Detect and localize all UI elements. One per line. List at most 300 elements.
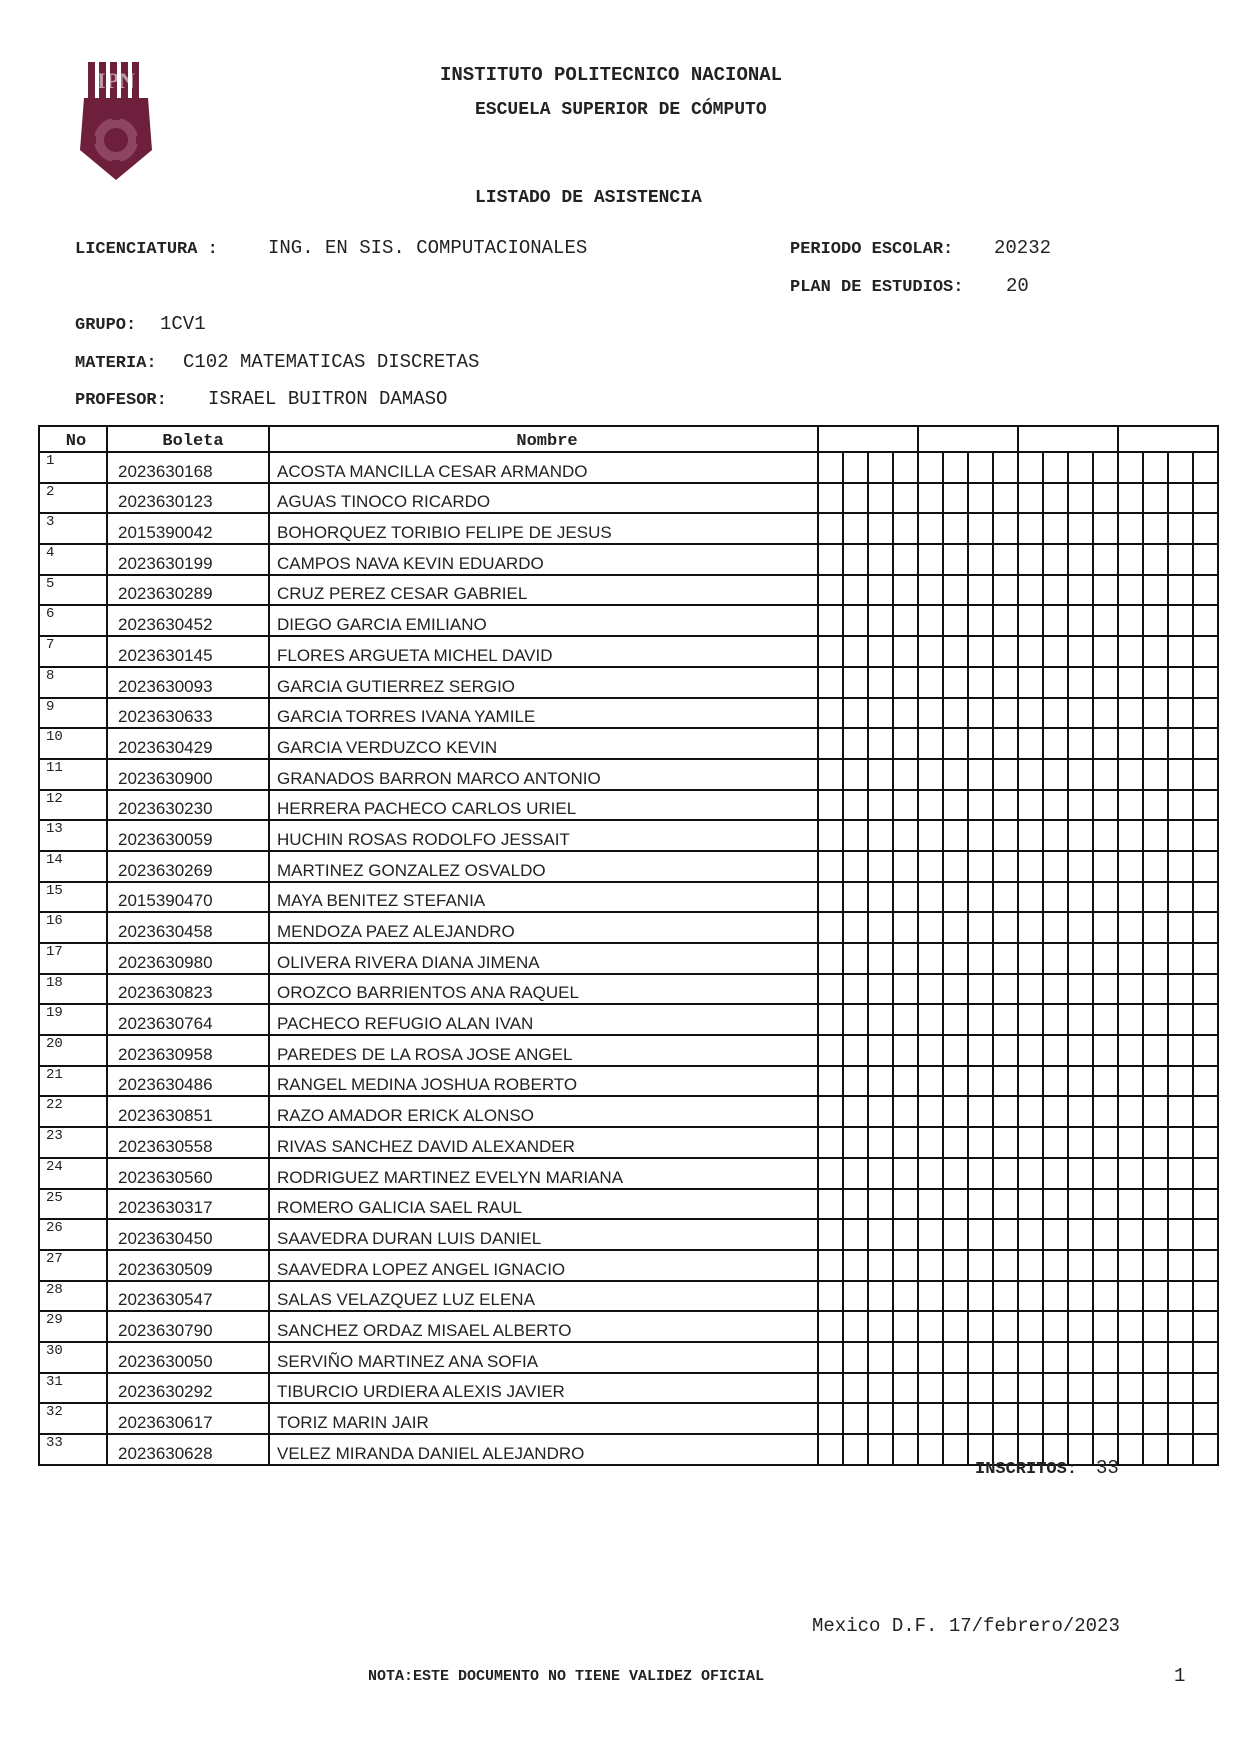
attendance-checkbox-cell[interactable] — [843, 544, 868, 575]
attendance-checkbox-cell[interactable] — [918, 1434, 943, 1465]
attendance-checkbox-cell[interactable] — [993, 1281, 1018, 1312]
attendance-checkbox-cell[interactable] — [1018, 820, 1043, 851]
attendance-checkbox-cell[interactable] — [993, 974, 1018, 1005]
attendance-checkbox-cell[interactable] — [968, 943, 993, 974]
attendance-checkbox-cell[interactable] — [868, 1373, 893, 1404]
attendance-checkbox-cell[interactable] — [918, 820, 943, 851]
attendance-checkbox-cell[interactable] — [1118, 1342, 1143, 1373]
attendance-checkbox-cell[interactable] — [968, 1004, 993, 1035]
attendance-checkbox-cell[interactable] — [968, 1066, 993, 1097]
attendance-checkbox-cell[interactable] — [1193, 1189, 1218, 1220]
attendance-checkbox-cell[interactable] — [1093, 912, 1118, 943]
attendance-checkbox-cell[interactable] — [843, 575, 868, 606]
attendance-checkbox-cell[interactable] — [843, 1004, 868, 1035]
attendance-checkbox-cell[interactable] — [1018, 882, 1043, 913]
attendance-checkbox-cell[interactable] — [1068, 1127, 1093, 1158]
attendance-checkbox-cell[interactable] — [893, 943, 918, 974]
attendance-checkbox-cell[interactable] — [943, 1250, 968, 1281]
attendance-checkbox-cell[interactable] — [943, 851, 968, 882]
attendance-checkbox-cell[interactable] — [1043, 851, 1068, 882]
attendance-checkbox-cell[interactable] — [1043, 790, 1068, 821]
attendance-checkbox-cell[interactable] — [918, 851, 943, 882]
attendance-checkbox-cell[interactable] — [968, 728, 993, 759]
attendance-checkbox-cell[interactable] — [1068, 974, 1093, 1005]
attendance-checkbox-cell[interactable] — [1018, 575, 1043, 606]
attendance-checkbox-cell[interactable] — [1118, 820, 1143, 851]
attendance-checkbox-cell[interactable] — [1043, 1189, 1068, 1220]
attendance-checkbox-cell[interactable] — [893, 1403, 918, 1434]
attendance-checkbox-cell[interactable] — [993, 1219, 1018, 1250]
attendance-checkbox-cell[interactable] — [968, 759, 993, 790]
attendance-checkbox-cell[interactable] — [818, 1066, 843, 1097]
attendance-checkbox-cell[interactable] — [968, 544, 993, 575]
attendance-checkbox-cell[interactable] — [1143, 1373, 1168, 1404]
attendance-checkbox-cell[interactable] — [1168, 1158, 1193, 1189]
attendance-checkbox-cell[interactable] — [993, 851, 1018, 882]
attendance-checkbox-cell[interactable] — [918, 759, 943, 790]
attendance-checkbox-cell[interactable] — [1093, 1189, 1118, 1220]
attendance-checkbox-cell[interactable] — [843, 483, 868, 514]
attendance-checkbox-cell[interactable] — [1043, 759, 1068, 790]
attendance-checkbox-cell[interactable] — [893, 1158, 918, 1189]
attendance-checkbox-cell[interactable] — [1018, 636, 1043, 667]
attendance-checkbox-cell[interactable] — [943, 943, 968, 974]
attendance-checkbox-cell[interactable] — [1068, 790, 1093, 821]
attendance-checkbox-cell[interactable] — [918, 483, 943, 514]
attendance-checkbox-cell[interactable] — [868, 575, 893, 606]
attendance-checkbox-cell[interactable] — [1018, 1373, 1043, 1404]
attendance-checkbox-cell[interactable] — [1068, 943, 1093, 974]
attendance-checkbox-cell[interactable] — [1068, 667, 1093, 698]
attendance-checkbox-cell[interactable] — [1093, 974, 1118, 1005]
attendance-checkbox-cell[interactable] — [993, 728, 1018, 759]
attendance-checkbox-cell[interactable] — [893, 1250, 918, 1281]
attendance-checkbox-cell[interactable] — [843, 851, 868, 882]
attendance-checkbox-cell[interactable] — [968, 790, 993, 821]
attendance-checkbox-cell[interactable] — [1118, 1373, 1143, 1404]
attendance-checkbox-cell[interactable] — [843, 790, 868, 821]
attendance-checkbox-cell[interactable] — [893, 1373, 918, 1404]
attendance-checkbox-cell[interactable] — [1193, 912, 1218, 943]
attendance-checkbox-cell[interactable] — [968, 1311, 993, 1342]
attendance-checkbox-cell[interactable] — [1118, 698, 1143, 729]
attendance-checkbox-cell[interactable] — [868, 1066, 893, 1097]
attendance-checkbox-cell[interactable] — [818, 575, 843, 606]
attendance-checkbox-cell[interactable] — [1068, 851, 1093, 882]
attendance-checkbox-cell[interactable] — [968, 1281, 993, 1312]
attendance-checkbox-cell[interactable] — [943, 544, 968, 575]
attendance-checkbox-cell[interactable] — [993, 1035, 1018, 1066]
attendance-checkbox-cell[interactable] — [1018, 1281, 1043, 1312]
attendance-checkbox-cell[interactable] — [1068, 1281, 1093, 1312]
attendance-checkbox-cell[interactable] — [868, 974, 893, 1005]
attendance-checkbox-cell[interactable] — [943, 1189, 968, 1220]
attendance-checkbox-cell[interactable] — [1093, 452, 1118, 483]
attendance-checkbox-cell[interactable] — [1118, 1403, 1143, 1434]
attendance-checkbox-cell[interactable] — [968, 974, 993, 1005]
attendance-checkbox-cell[interactable] — [918, 1373, 943, 1404]
attendance-checkbox-cell[interactable] — [1018, 759, 1043, 790]
attendance-checkbox-cell[interactable] — [1143, 1250, 1168, 1281]
attendance-checkbox-cell[interactable] — [1018, 452, 1043, 483]
attendance-checkbox-cell[interactable] — [1043, 605, 1068, 636]
attendance-checkbox-cell[interactable] — [868, 1158, 893, 1189]
attendance-checkbox-cell[interactable] — [918, 667, 943, 698]
attendance-checkbox-cell[interactable] — [1168, 790, 1193, 821]
attendance-checkbox-cell[interactable] — [943, 1158, 968, 1189]
attendance-checkbox-cell[interactable] — [1018, 1158, 1043, 1189]
attendance-checkbox-cell[interactable] — [1193, 1434, 1218, 1465]
attendance-checkbox-cell[interactable] — [1043, 1250, 1068, 1281]
attendance-checkbox-cell[interactable] — [1143, 1434, 1168, 1465]
attendance-checkbox-cell[interactable] — [893, 851, 918, 882]
attendance-checkbox-cell[interactable] — [918, 1342, 943, 1373]
attendance-checkbox-cell[interactable] — [1168, 1373, 1193, 1404]
attendance-checkbox-cell[interactable] — [818, 605, 843, 636]
attendance-checkbox-cell[interactable] — [1143, 636, 1168, 667]
attendance-checkbox-cell[interactable] — [943, 1403, 968, 1434]
attendance-checkbox-cell[interactable] — [1043, 636, 1068, 667]
attendance-checkbox-cell[interactable] — [843, 1403, 868, 1434]
attendance-checkbox-cell[interactable] — [918, 575, 943, 606]
attendance-checkbox-cell[interactable] — [818, 728, 843, 759]
attendance-checkbox-cell[interactable] — [993, 1311, 1018, 1342]
attendance-checkbox-cell[interactable] — [843, 1096, 868, 1127]
attendance-checkbox-cell[interactable] — [1193, 452, 1218, 483]
attendance-checkbox-cell[interactable] — [818, 1189, 843, 1220]
attendance-checkbox-cell[interactable] — [893, 544, 918, 575]
attendance-checkbox-cell[interactable] — [893, 820, 918, 851]
attendance-checkbox-cell[interactable] — [1143, 851, 1168, 882]
attendance-checkbox-cell[interactable] — [1068, 759, 1093, 790]
attendance-checkbox-cell[interactable] — [1168, 759, 1193, 790]
attendance-checkbox-cell[interactable] — [1043, 1096, 1068, 1127]
attendance-checkbox-cell[interactable] — [1093, 1096, 1118, 1127]
attendance-checkbox-cell[interactable] — [943, 1127, 968, 1158]
attendance-checkbox-cell[interactable] — [1043, 728, 1068, 759]
attendance-checkbox-cell[interactable] — [1143, 544, 1168, 575]
attendance-checkbox-cell[interactable] — [818, 1219, 843, 1250]
attendance-checkbox-cell[interactable] — [843, 974, 868, 1005]
attendance-checkbox-cell[interactable] — [918, 605, 943, 636]
attendance-checkbox-cell[interactable] — [1118, 882, 1143, 913]
attendance-checkbox-cell[interactable] — [1168, 667, 1193, 698]
attendance-checkbox-cell[interactable] — [1068, 483, 1093, 514]
attendance-checkbox-cell[interactable] — [1018, 1066, 1043, 1097]
attendance-checkbox-cell[interactable] — [1168, 728, 1193, 759]
attendance-checkbox-cell[interactable] — [893, 1004, 918, 1035]
attendance-checkbox-cell[interactable] — [918, 1250, 943, 1281]
attendance-checkbox-cell[interactable] — [893, 575, 918, 606]
attendance-checkbox-cell[interactable] — [1093, 882, 1118, 913]
attendance-checkbox-cell[interactable] — [1193, 698, 1218, 729]
attendance-checkbox-cell[interactable] — [818, 1004, 843, 1035]
attendance-checkbox-cell[interactable] — [1168, 1311, 1193, 1342]
attendance-checkbox-cell[interactable] — [1143, 605, 1168, 636]
attendance-checkbox-cell[interactable] — [1043, 483, 1068, 514]
attendance-checkbox-cell[interactable] — [968, 1373, 993, 1404]
attendance-checkbox-cell[interactable] — [1043, 1004, 1068, 1035]
attendance-checkbox-cell[interactable] — [1068, 1373, 1093, 1404]
attendance-checkbox-cell[interactable] — [968, 912, 993, 943]
attendance-checkbox-cell[interactable] — [968, 1250, 993, 1281]
attendance-checkbox-cell[interactable] — [1018, 1219, 1043, 1250]
attendance-checkbox-cell[interactable] — [918, 882, 943, 913]
attendance-checkbox-cell[interactable] — [1143, 1403, 1168, 1434]
attendance-checkbox-cell[interactable] — [1193, 882, 1218, 913]
attendance-checkbox-cell[interactable] — [918, 1004, 943, 1035]
attendance-checkbox-cell[interactable] — [1118, 1066, 1143, 1097]
attendance-checkbox-cell[interactable] — [1018, 1127, 1043, 1158]
attendance-checkbox-cell[interactable] — [1068, 1250, 1093, 1281]
attendance-checkbox-cell[interactable] — [1093, 544, 1118, 575]
attendance-checkbox-cell[interactable] — [868, 1250, 893, 1281]
attendance-checkbox-cell[interactable] — [843, 820, 868, 851]
attendance-checkbox-cell[interactable] — [968, 882, 993, 913]
attendance-checkbox-cell[interactable] — [968, 605, 993, 636]
attendance-checkbox-cell[interactable] — [1168, 1096, 1193, 1127]
attendance-checkbox-cell[interactable] — [1043, 1311, 1068, 1342]
attendance-checkbox-cell[interactable] — [1018, 544, 1043, 575]
attendance-checkbox-cell[interactable] — [1043, 1219, 1068, 1250]
attendance-checkbox-cell[interactable] — [1143, 759, 1168, 790]
attendance-checkbox-cell[interactable] — [1118, 974, 1143, 1005]
attendance-checkbox-cell[interactable] — [893, 728, 918, 759]
attendance-checkbox-cell[interactable] — [1068, 1035, 1093, 1066]
attendance-checkbox-cell[interactable] — [993, 1189, 1018, 1220]
attendance-checkbox-cell[interactable] — [1193, 513, 1218, 544]
attendance-checkbox-cell[interactable] — [943, 728, 968, 759]
attendance-checkbox-cell[interactable] — [1143, 1158, 1168, 1189]
attendance-checkbox-cell[interactable] — [1043, 943, 1068, 974]
attendance-checkbox-cell[interactable] — [1068, 575, 1093, 606]
attendance-checkbox-cell[interactable] — [893, 483, 918, 514]
attendance-checkbox-cell[interactable] — [918, 636, 943, 667]
attendance-checkbox-cell[interactable] — [843, 513, 868, 544]
attendance-checkbox-cell[interactable] — [1043, 1342, 1068, 1373]
attendance-checkbox-cell[interactable] — [1118, 1004, 1143, 1035]
attendance-checkbox-cell[interactable] — [1168, 1004, 1193, 1035]
attendance-checkbox-cell[interactable] — [993, 513, 1018, 544]
attendance-checkbox-cell[interactable] — [1193, 943, 1218, 974]
attendance-checkbox-cell[interactable] — [818, 912, 843, 943]
attendance-checkbox-cell[interactable] — [1093, 1035, 1118, 1066]
attendance-checkbox-cell[interactable] — [843, 1066, 868, 1097]
attendance-checkbox-cell[interactable] — [818, 820, 843, 851]
attendance-checkbox-cell[interactable] — [843, 605, 868, 636]
attendance-checkbox-cell[interactable] — [918, 1281, 943, 1312]
attendance-checkbox-cell[interactable] — [868, 1189, 893, 1220]
attendance-checkbox-cell[interactable] — [1168, 1250, 1193, 1281]
attendance-checkbox-cell[interactable] — [1193, 1373, 1218, 1404]
attendance-checkbox-cell[interactable] — [1193, 1066, 1218, 1097]
attendance-checkbox-cell[interactable] — [818, 1096, 843, 1127]
attendance-checkbox-cell[interactable] — [993, 1342, 1018, 1373]
attendance-checkbox-cell[interactable] — [1168, 483, 1193, 514]
attendance-checkbox-cell[interactable] — [1043, 912, 1068, 943]
attendance-checkbox-cell[interactable] — [1168, 575, 1193, 606]
attendance-checkbox-cell[interactable] — [1193, 1219, 1218, 1250]
attendance-checkbox-cell[interactable] — [968, 636, 993, 667]
attendance-checkbox-cell[interactable] — [1168, 544, 1193, 575]
attendance-checkbox-cell[interactable] — [843, 1311, 868, 1342]
attendance-checkbox-cell[interactable] — [1168, 1035, 1193, 1066]
attendance-checkbox-cell[interactable] — [1018, 1403, 1043, 1434]
attendance-checkbox-cell[interactable] — [893, 698, 918, 729]
attendance-checkbox-cell[interactable] — [818, 1373, 843, 1404]
attendance-checkbox-cell[interactable] — [1043, 513, 1068, 544]
attendance-checkbox-cell[interactable] — [1068, 1189, 1093, 1220]
attendance-checkbox-cell[interactable] — [1193, 851, 1218, 882]
attendance-checkbox-cell[interactable] — [1143, 1311, 1168, 1342]
attendance-checkbox-cell[interactable] — [818, 759, 843, 790]
attendance-checkbox-cell[interactable] — [843, 452, 868, 483]
attendance-checkbox-cell[interactable] — [1043, 974, 1068, 1005]
attendance-checkbox-cell[interactable] — [1118, 452, 1143, 483]
attendance-checkbox-cell[interactable] — [1118, 759, 1143, 790]
attendance-checkbox-cell[interactable] — [893, 974, 918, 1005]
attendance-checkbox-cell[interactable] — [1168, 943, 1193, 974]
attendance-checkbox-cell[interactable] — [1018, 667, 1043, 698]
attendance-checkbox-cell[interactable] — [893, 1434, 918, 1465]
attendance-checkbox-cell[interactable] — [818, 483, 843, 514]
attendance-checkbox-cell[interactable] — [1093, 1281, 1118, 1312]
attendance-checkbox-cell[interactable] — [918, 513, 943, 544]
attendance-checkbox-cell[interactable] — [918, 452, 943, 483]
attendance-checkbox-cell[interactable] — [1168, 1219, 1193, 1250]
attendance-checkbox-cell[interactable] — [1168, 636, 1193, 667]
attendance-checkbox-cell[interactable] — [1143, 1096, 1168, 1127]
attendance-checkbox-cell[interactable] — [1068, 452, 1093, 483]
attendance-checkbox-cell[interactable] — [943, 1035, 968, 1066]
attendance-checkbox-cell[interactable] — [843, 1189, 868, 1220]
attendance-checkbox-cell[interactable] — [1093, 667, 1118, 698]
attendance-checkbox-cell[interactable] — [1043, 575, 1068, 606]
attendance-checkbox-cell[interactable] — [1018, 728, 1043, 759]
attendance-checkbox-cell[interactable] — [868, 851, 893, 882]
attendance-checkbox-cell[interactable] — [1168, 513, 1193, 544]
attendance-checkbox-cell[interactable] — [1018, 1004, 1043, 1035]
attendance-checkbox-cell[interactable] — [1143, 1066, 1168, 1097]
attendance-checkbox-cell[interactable] — [868, 1311, 893, 1342]
attendance-checkbox-cell[interactable] — [1093, 1311, 1118, 1342]
attendance-checkbox-cell[interactable] — [1143, 1189, 1168, 1220]
attendance-checkbox-cell[interactable] — [1193, 974, 1218, 1005]
attendance-checkbox-cell[interactable] — [818, 1342, 843, 1373]
attendance-checkbox-cell[interactable] — [1093, 605, 1118, 636]
attendance-checkbox-cell[interactable] — [968, 1189, 993, 1220]
attendance-checkbox-cell[interactable] — [893, 1066, 918, 1097]
attendance-checkbox-cell[interactable] — [868, 728, 893, 759]
attendance-checkbox-cell[interactable] — [843, 943, 868, 974]
attendance-checkbox-cell[interactable] — [843, 1219, 868, 1250]
attendance-checkbox-cell[interactable] — [1018, 790, 1043, 821]
attendance-checkbox-cell[interactable] — [1143, 820, 1168, 851]
attendance-checkbox-cell[interactable] — [1143, 943, 1168, 974]
attendance-checkbox-cell[interactable] — [943, 882, 968, 913]
attendance-checkbox-cell[interactable] — [1068, 1342, 1093, 1373]
attendance-checkbox-cell[interactable] — [1093, 790, 1118, 821]
attendance-checkbox-cell[interactable] — [968, 820, 993, 851]
attendance-checkbox-cell[interactable] — [1043, 1281, 1068, 1312]
attendance-checkbox-cell[interactable] — [1168, 1403, 1193, 1434]
attendance-checkbox-cell[interactable] — [1118, 1158, 1143, 1189]
attendance-checkbox-cell[interactable] — [818, 1434, 843, 1465]
attendance-checkbox-cell[interactable] — [1193, 820, 1218, 851]
attendance-checkbox-cell[interactable] — [993, 636, 1018, 667]
attendance-checkbox-cell[interactable] — [893, 790, 918, 821]
attendance-checkbox-cell[interactable] — [1018, 483, 1043, 514]
attendance-checkbox-cell[interactable] — [843, 1250, 868, 1281]
attendance-checkbox-cell[interactable] — [1043, 698, 1068, 729]
attendance-checkbox-cell[interactable] — [818, 452, 843, 483]
attendance-checkbox-cell[interactable] — [1093, 483, 1118, 514]
attendance-checkbox-cell[interactable] — [818, 1403, 843, 1434]
attendance-checkbox-cell[interactable] — [968, 1096, 993, 1127]
attendance-checkbox-cell[interactable] — [1193, 483, 1218, 514]
attendance-checkbox-cell[interactable] — [893, 667, 918, 698]
attendance-checkbox-cell[interactable] — [918, 728, 943, 759]
attendance-checkbox-cell[interactable] — [993, 1096, 1018, 1127]
attendance-checkbox-cell[interactable] — [1043, 1066, 1068, 1097]
attendance-checkbox-cell[interactable] — [1018, 513, 1043, 544]
attendance-checkbox-cell[interactable] — [868, 605, 893, 636]
attendance-checkbox-cell[interactable] — [1043, 544, 1068, 575]
attendance-checkbox-cell[interactable] — [1118, 851, 1143, 882]
attendance-checkbox-cell[interactable] — [1068, 1004, 1093, 1035]
attendance-checkbox-cell[interactable] — [893, 1127, 918, 1158]
attendance-checkbox-cell[interactable] — [943, 483, 968, 514]
attendance-checkbox-cell[interactable] — [943, 1311, 968, 1342]
attendance-checkbox-cell[interactable] — [943, 1066, 968, 1097]
attendance-checkbox-cell[interactable] — [1018, 1189, 1043, 1220]
attendance-checkbox-cell[interactable] — [818, 667, 843, 698]
attendance-checkbox-cell[interactable] — [968, 1035, 993, 1066]
attendance-checkbox-cell[interactable] — [893, 912, 918, 943]
attendance-checkbox-cell[interactable] — [943, 667, 968, 698]
attendance-checkbox-cell[interactable] — [818, 1158, 843, 1189]
attendance-checkbox-cell[interactable] — [968, 698, 993, 729]
attendance-checkbox-cell[interactable] — [1093, 698, 1118, 729]
attendance-checkbox-cell[interactable] — [1068, 912, 1093, 943]
attendance-checkbox-cell[interactable] — [918, 1035, 943, 1066]
attendance-checkbox-cell[interactable] — [968, 513, 993, 544]
attendance-checkbox-cell[interactable] — [993, 759, 1018, 790]
attendance-checkbox-cell[interactable] — [1068, 820, 1093, 851]
attendance-checkbox-cell[interactable] — [993, 452, 1018, 483]
attendance-checkbox-cell[interactable] — [1143, 1127, 1168, 1158]
attendance-checkbox-cell[interactable] — [1118, 1250, 1143, 1281]
attendance-checkbox-cell[interactable] — [993, 544, 1018, 575]
attendance-checkbox-cell[interactable] — [1118, 513, 1143, 544]
attendance-checkbox-cell[interactable] — [993, 1066, 1018, 1097]
attendance-checkbox-cell[interactable] — [943, 1434, 968, 1465]
attendance-checkbox-cell[interactable] — [1193, 1004, 1218, 1035]
attendance-checkbox-cell[interactable] — [1118, 728, 1143, 759]
attendance-checkbox-cell[interactable] — [1193, 1403, 1218, 1434]
attendance-checkbox-cell[interactable] — [918, 1219, 943, 1250]
attendance-checkbox-cell[interactable] — [968, 851, 993, 882]
attendance-checkbox-cell[interactable] — [1118, 1281, 1143, 1312]
attendance-checkbox-cell[interactable] — [1018, 912, 1043, 943]
attendance-checkbox-cell[interactable] — [868, 452, 893, 483]
attendance-checkbox-cell[interactable] — [1193, 544, 1218, 575]
attendance-checkbox-cell[interactable] — [968, 1127, 993, 1158]
attendance-checkbox-cell[interactable] — [868, 544, 893, 575]
attendance-checkbox-cell[interactable] — [843, 912, 868, 943]
attendance-checkbox-cell[interactable] — [1043, 820, 1068, 851]
attendance-checkbox-cell[interactable] — [1168, 912, 1193, 943]
